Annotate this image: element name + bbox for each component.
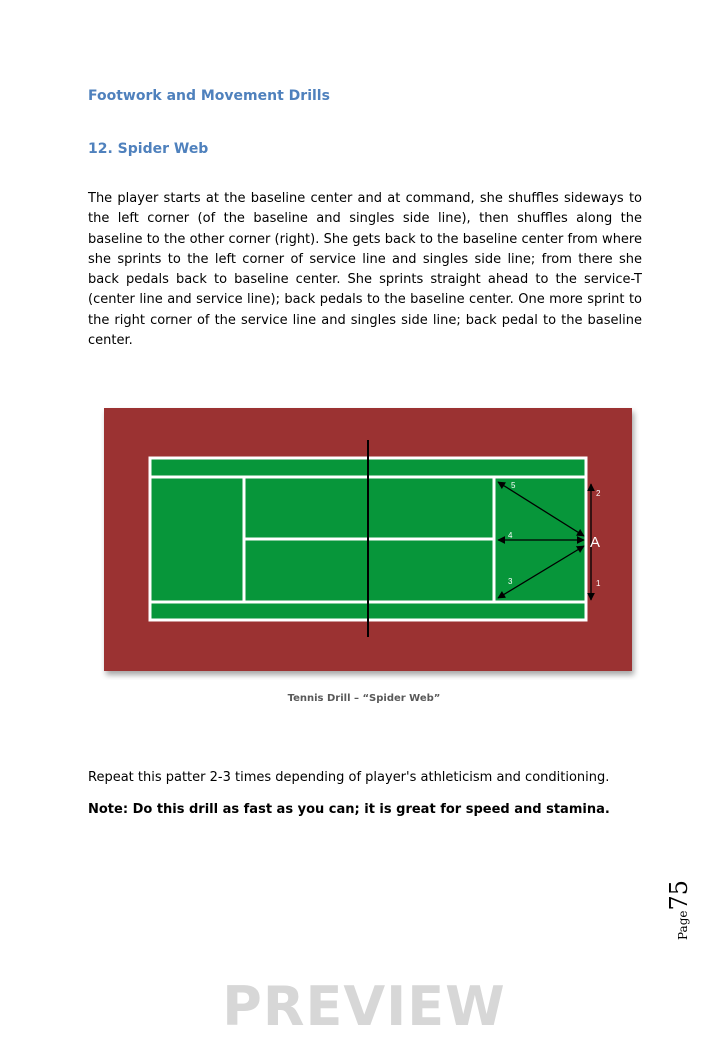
figure-caption: Tennis Drill – “Spider Web” xyxy=(287,693,441,704)
marker-2: 2 xyxy=(596,489,601,498)
preview-watermark: PREVIEW xyxy=(222,975,506,1038)
marker-4: 4 xyxy=(508,531,513,540)
section-title: Footwork and Movement Drills xyxy=(88,88,330,104)
page-number xyxy=(665,880,693,940)
page-value: 75 xyxy=(665,879,693,911)
marker-3: 3 xyxy=(508,577,513,586)
marker-5: 5 xyxy=(511,481,516,490)
repeat-instruction: Repeat this patter 2-3 times depending of player's athleticism and conditioning. xyxy=(88,770,610,785)
tennis-court-diagram xyxy=(100,404,640,680)
court-svg xyxy=(100,404,640,680)
page-label: Page xyxy=(676,910,690,940)
drill-title: 12. Spider Web xyxy=(88,141,209,157)
player-label: A xyxy=(590,534,601,551)
marker-1: 1 xyxy=(596,579,601,588)
note-text: Note: Do this drill as fast as you can; it is great for speed and stamina. xyxy=(88,802,610,817)
drill-description: The player starts at the baseline center and at command, she shuffles sideways to the left corner (of the baseline and singles side line), then shuffles along the baseline to the other corner (right). She gets back to the baseline center from where she sprints to the left corner of service line and singles side line; from there she back pedals back to baseline center. She sprints straight ahead to the service-T (center line and service line); back pedals to the baseline center. One more sprint to the right corner of the service line and singles side line; back pedal to the baseline center. xyxy=(88,191,642,349)
